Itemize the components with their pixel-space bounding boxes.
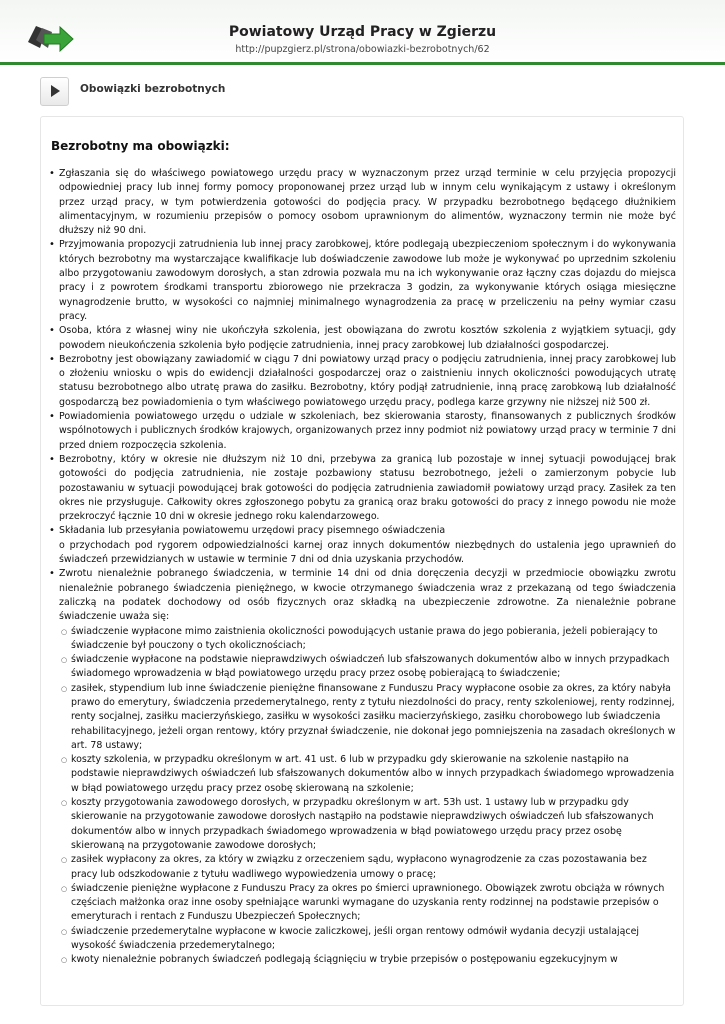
list-item: • Powiadomienia powiatowego urzędu o udziale w szkoleniach, bez skierowania starosty, finansowanych z publicznych środków wspólnotowych i publicznych środków krajowych, organizowanych przez inny podmiot niż powiatowy urząd pracy w terminie 7 dni przed dniem rozpoczęcia szkolenia. [59, 410, 676, 453]
content-panel [40, 116, 684, 1006]
sub-list-item: ○ koszty przygotowania zawodowego dorosłych, w przypadku określonym w art. 53h ust. 1 ustawy lub w przypadku gdy skierowanie na przygotowanie zawodowe dorosłych nastąpiło na podstawie nieprawdziwych oświadczeń lub sfałszowanych dokumentów albo w innych przypadkach świadomego wprowadzenia w błąd powiatowego urzędu pracy przez osobę skierowaną na przygotowanie zawodowe dorosłych; [71, 796, 676, 853]
sub-list-item: ○ świadczenie pieniężne wypłacone z Funduszu Pracy za okres po śmierci uprawnionego. Obowiązek zwrotu obciąża w równych częściach małżonka oraz inne osoby spełniające warunki wymagane do uzyskania renty rodzinnej na podstawie przepisów o emeryturach i rentach z Funduszu Ubezpieczeń Społecznych; [71, 882, 676, 925]
list-item: • Przyjmowania propozycji zatrudnienia lub innej pracy zarobkowej, które podlegają ubezpieczeniom społecznym i do wykonywania których bezrobotny ma wystarczające kwalifikacje lub doświadczenie zawodowe lub może je wykonywać po uprzednim szkoleniu albo przygotowaniu zawodowym dorosłych, a stan zdrowia pozwala mu na ich wykonywanie oraz łączny czas dojazdu do miejsca pracy i z powrotem środkami transportu zbiorowego nie przekracza 3 godzin, za wykonywanie których osiąga miesięczne wynagrodzenie brutto, w wysokości co najmniej minimalnego wynagrodzenia za pracę w przeliczeniu na pełny wymiar czasu pracy. [59, 238, 676, 324]
list-item: • Osoba, która z własnej winy nie ukończyła szkolenia, jest obowiązana do zwrotu kosztów szkolenia z wyjątkiem sytuacji, gdy powodem nieukończenia szkolenia było podjęcie zatrudnienia, innej pracy zarobkowej lub działalności gospodarczej. [59, 324, 676, 353]
sub-list-item: ○ zasiłek wypłacony za okres, za który w związku z orzeczeniem sądu, wypłacono wynagrodzenie za czas pozostawania bez pracy lub odszkodowanie z tytułu wadliwego wypowiedzenia umowy o pracę; [71, 853, 676, 882]
chevron-right-icon [48, 84, 62, 98]
site-header [0, 0, 725, 65]
list-item: • Bezrobotny, który w okresie nie dłuższym niż 10 dni, przebywa za granicą lub pozostaje w innej sytuacji powodującej brak gotowości do podjęcia zatrudnienia, nie zostaje pozbawiony statusu bezrobotnego, jeżeli o zamierzonym pobycie lub pozostawaniu w sytuacji powodującej brak gotowości do podjęcia zatrudnienia zawiadomił powiatowy urząd pracy. Zasiłek za ten okres nie przysługuje. Całkowity okres zgłoszonego pobytu za granicą oraz braku gotowości do pracy z innego powodu nie może przekroczyć łącznie 10 dni w okresie jednego roku kalendarzowego. [59, 453, 676, 524]
list-item-line: o przychodach pod rygorem odpowiedzialności karnej oraz innych dokumentów niezbędnych do ustalenia jego uprawnień do świadczeń przewidzianych w ustawie w terminie 7 dni od dnia uzyskania przychodów. [59, 539, 676, 566]
list-item-text: Zwrotu nienależnie pobranego świadczenia, w terminie 14 dni od dnia doręczenia decyzji w przedmiocie obowiązku zwrotu nienależnie pobranego świadczenia pieniężnego, w kwocie otrzymanego świadczenia wraz z przekazaną od tego świadczenia zaliczką na podatek dochodowy od osób fizycznych oraz składką na ubezpieczenie zdrowotne. Za nienależnie pobrane świadczenie uważa się: [59, 568, 676, 623]
breadcrumb-label: Obowiązki bezrobotnych [80, 83, 226, 95]
sub-list-item: ○ świadczenie przedemerytalne wypłacone w kwocie zaliczkowej, jeśli organ rentowy odmówił wydania decyzji ustalającej wysokość świadczenia przedemerytalnego; [71, 925, 676, 954]
sub-list-item: ○ świadczenie wypłacone mimo zaistnienia okoliczności powodujących ustanie prawa do jego pobierania, jeżeli pobierający to świadczenie był pouczony o tych okolicznościach; [71, 625, 676, 654]
site-title: Powiatowy Urząd Pracy w Zgierzu [228, 24, 497, 40]
breadcrumb [40, 77, 685, 105]
content-heading: Bezrobotny ma obowiązki: [51, 139, 230, 153]
obligations-list [59, 167, 676, 968]
list-item: • Bezrobotny jest obowiązany zawiadomić w ciągu 7 dni powiatowy urząd pracy o podjęciu zatrudnienia, innej pracy zarobkowej lub o złożeniu wniosku o wpis do ewidencji działalności gospodarczej oraz o zaistnieniu innych okoliczności powodujących utratę statusu bezrobotnego albo utratę prawa do zasiłku. Bezrobotny, który podjął zatrudnienie, inną pracę zarobkową lub działalność gospodarczą bez powiadomienia o tym właściwego powiatowego urzędu pracy, podlega karze grzywny nie niższej niż 500 zł. [59, 353, 676, 410]
page-url[interactable]: http://pupzgierz.pl/strona/obowiazki-bezrobotnych/62 [235, 44, 490, 55]
sub-list-item: ○ zasiłek, stypendium lub inne świadczenie pieniężne finansowane z Funduszu Pracy wypłacone osobie za okres, za który nabyła prawo do emerytury, świadczenia przedemerytalnego, renty z tytułu niezdolności do pracy, renty szkoleniowej, renty rodzinnej, renty socjalnej, zasiłku macierzyńskiego, zasiłku w wysokości zasiłku macierzyńskiego, zasiłku chorobowego lub świadczenia rehabilitacyjnego, jeżeli organ rentowy, który przyznał świadczenie, nie dokonał jego pomniejszenia na zasadach określonych w art. 78 ustawy; [71, 682, 676, 753]
list-item-line: • Składania lub przesyłania powiatowemu urzędowi pracy pisemnego oświadczenia [59, 525, 446, 537]
list-item [59, 567, 676, 967]
sub-list [59, 625, 676, 968]
list-item [59, 524, 676, 567]
sub-list-item: ○ świadczenie wypłacone na podstawie nieprawdziwych oświadczeń lub sfałszowanych dokumentów albo w innych przypadkach świadomego wprowadzenia w błąd powiatowego urzędu pracy przez osobę pobierającą to świadczenie; [71, 653, 676, 682]
breadcrumb-arrow-button[interactable] [40, 77, 69, 106]
sub-list-item: ○ kwoty nienależnie pobranych świadczeń podlegają ściągnięciu w trybie przepisów o postępowaniu egzekucyjnym w [71, 953, 676, 967]
list-item: • Zgłaszania się do właściwego powiatowego urzędu pracy w wyznaczonym przez urząd terminie w celu przyjęcia propozycji odpowiedniej pracy lub innej formy pomocy proponowanej przez urząd lub w innym celu wynikającym z ustawy i określonym przez urząd pracy, w tym potwierdzenia gotowości do podjęcia pracy. W przypadku bezrobotnego będącego dłużnikiem alimentacyjnym, w rozumieniu przepisów o pomocy osobom uprawnionym do alimentów, wyznaczony termin nie może być dłuższy niż 90 dni. [59, 167, 676, 238]
sub-list-item: ○ koszty szkolenia, w przypadku określonym w art. 41 ust. 6 lub w przypadku gdy skierowanie na szkolenie nastąpiło na podstawie nieprawdziwych oświadczeń lub sfałszowanych dokumentów albo w innych przypadkach świadomego wprowadzenia w błąd powiatowego urzędu pracy przez osobę skierowaną na szkolenie; [71, 753, 676, 796]
